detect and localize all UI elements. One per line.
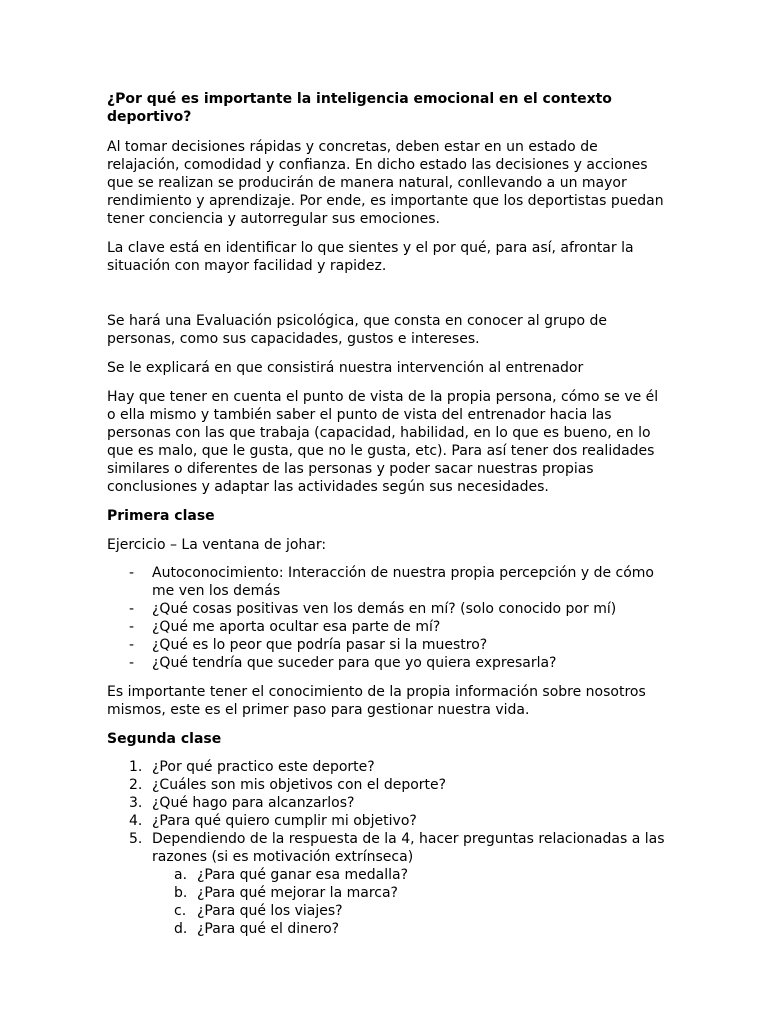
list-item: - Autoconocimiento: Interacción de nuestra propia percepción y de cómo me ven los demás: [129, 565, 654, 599]
dash-bullet: -: [129, 619, 135, 635]
paragraph-6: Es importante tener el conocimiento de la propia información sobre nosotros mismos, este es el primer paso para gestionar nuestra vida.: [107, 684, 646, 718]
list-item: c. ¿Para qué los viajes?: [174, 903, 343, 919]
paragraph-2: La clave está en identificar lo que sientes y el por qué, para así, afrontar la situación con mayor facilidad y rapidez.: [107, 240, 634, 274]
lettered-sublist: [152, 866, 667, 938]
list-item: - ¿Qué es lo peor que podría pasar si la muestro?: [129, 637, 488, 653]
johari-question-list: [107, 564, 667, 672]
exercise-title: Ejercicio – La ventana de johar:: [107, 537, 327, 553]
dash-bullet: -: [129, 637, 135, 653]
paragraph-1: Al tomar decisiones rápidas y concretas, deben estar en un estado de relajación, comodidad y confianza. En dicho estado las decisiones y acciones que se realizan se producirán de manera natural, conllevando a un mayor rendimiento y aprendizaje. Por ende, es importante que los deportistas puedan tener conciencia y autorregular sus emociones.: [107, 139, 664, 227]
list-item: d. ¿Para qué el dinero?: [174, 921, 340, 937]
numbered-question-list: [107, 758, 667, 938]
list-item: 4. ¿Para qué quiero cumplir mi objetivo?: [129, 813, 417, 829]
list-item: 5. Dependiendo de la respuesta de la 4, hacer preguntas relacionadas a las razones (si es motivación extrínseca) a. ¿Para qué ganar esa medalla? b. ¿Para qué mejorar la marca? c. ¿Para qué los viajes? d. ¿Para qué el dinero?: [107, 830, 667, 938]
section-heading-segunda-clase: Segunda clase: [107, 731, 222, 747]
list-item: a. ¿Para qué ganar esa medalla?: [174, 867, 408, 883]
list-item: 2. ¿Cuáles son mis objetivos con el deporte?: [129, 777, 447, 793]
paragraph-5: Hay que tener en cuenta el punto de vista de la propia persona, cómo se ve él o ella mismo y también saber el punto de vista del entrenador hacia las personas con las que trabaja (capacidad, habilidad, en lo que es bueno, en lo que es malo, que le gusta, que no le gusta, etc). Para así tener dos realidades similares o diferentes de las personas y poder sacar nuestras propias conclusiones y adaptar las actividades según sus necesidades.: [107, 389, 659, 495]
list-item: 3. ¿Qué hago para alcanzarlos?: [129, 795, 355, 811]
list-item: - ¿Qué cosas positivas ven los demás en mí? (solo conocido por mí): [129, 601, 617, 617]
dash-bullet: -: [129, 655, 135, 671]
list-item: 1. ¿Por qué practico este deporte?: [129, 759, 375, 775]
list-item: b. ¿Para qué mejorar la marca?: [174, 885, 398, 901]
section-heading-primera-clase: Primera clase: [107, 508, 215, 524]
dash-bullet: -: [129, 601, 135, 617]
paragraph-3: Se hará una Evaluación psicológica, que consta en conocer al grupo de personas, como sus capacidades, gustos e intereses.: [107, 313, 607, 347]
document-title: ¿Por qué es importante la inteligencia emocional en el contexto deportivo?: [107, 91, 612, 125]
document-page: [107, 90, 667, 938]
dash-bullet: -: [129, 565, 135, 581]
list-item: - ¿Qué tendría que suceder para que yo quiera expresarla?: [129, 655, 557, 671]
paragraph-4: Se le explicará en que consistirá nuestra intervención al entrenador: [107, 360, 584, 376]
list-item: - ¿Qué me aporta ocultar esa parte de mí?: [129, 619, 441, 635]
